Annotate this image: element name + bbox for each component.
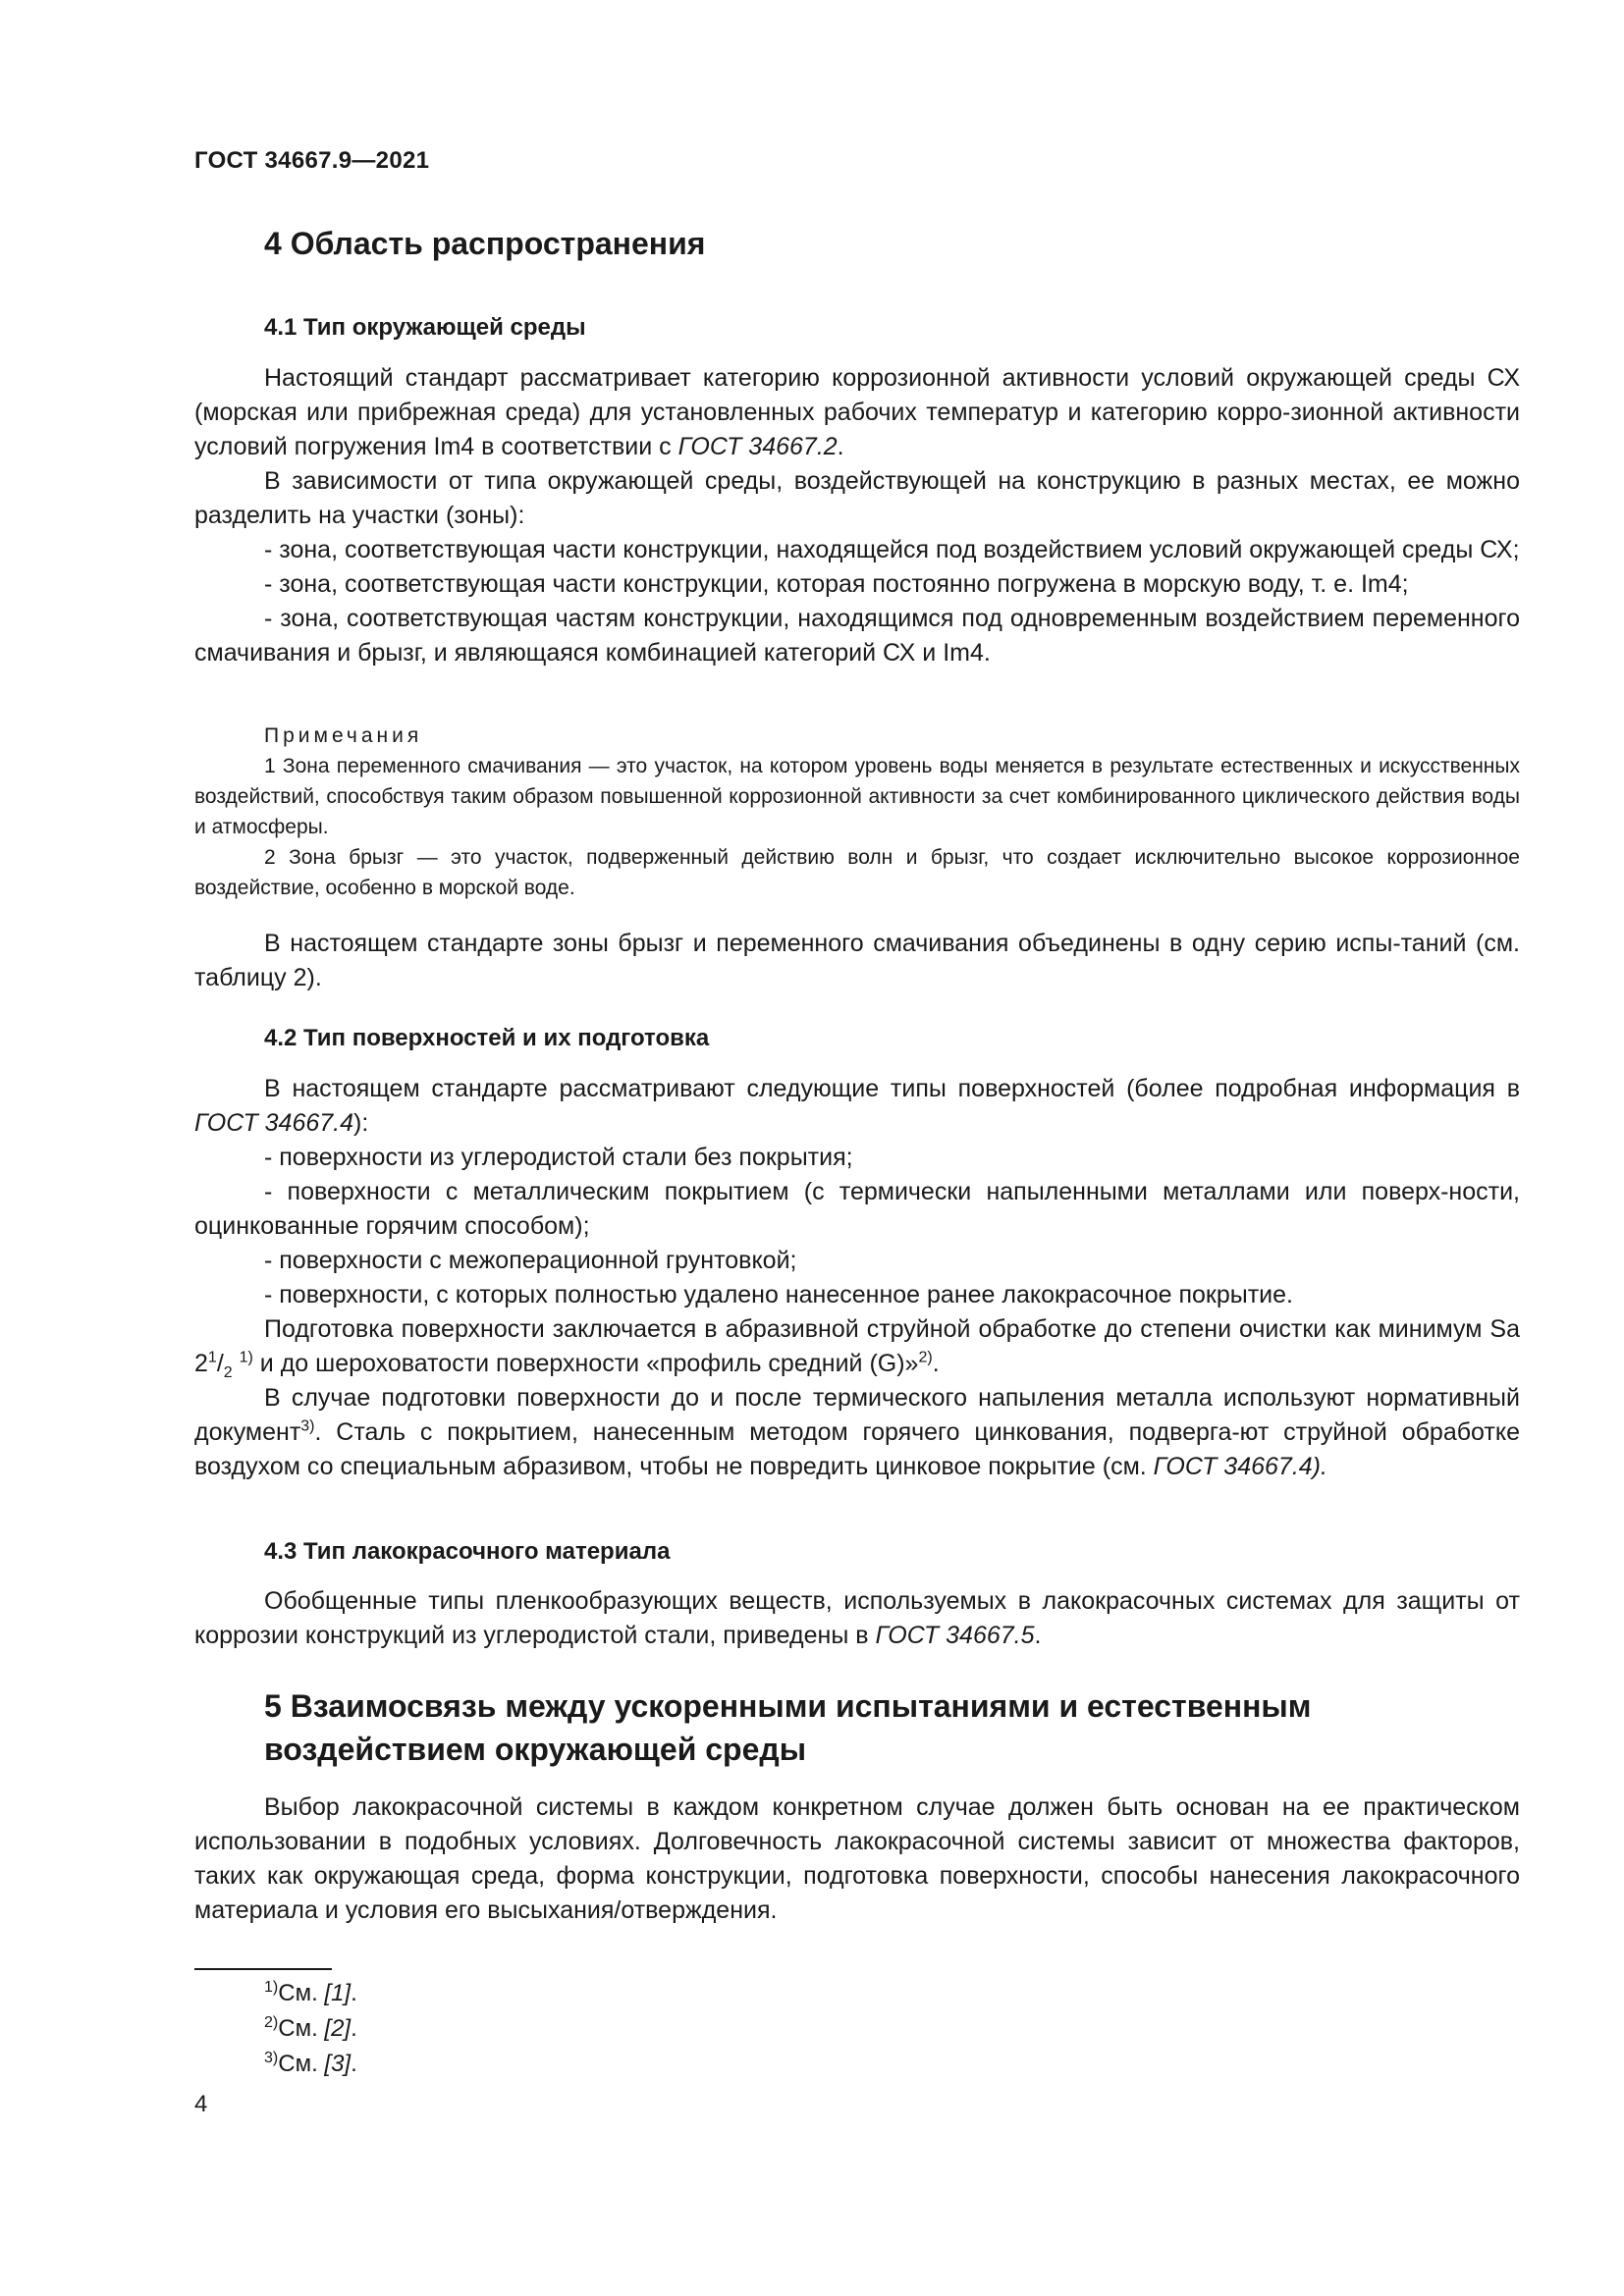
subsection-4-3-title: 4.3 Тип лакокрасочного материала [264, 1538, 671, 1565]
paragraph: Выбор лакокрасочной системы в каждом конкретном случае должен быть основан на ее практическом использовании в подобных условиях. Долговечность лакокрасочной системы зависит от множества факторов, таких как окружающая среда, форма конструкции, подготовка поверхности, способы нанесения лакокрасочного материала и условия его высыхания/отверждения. [194, 1793, 1520, 1924]
subsection-4-1-title: 4.1 Тип окружающей среды [264, 314, 586, 341]
text: . [837, 433, 844, 460]
bibliography-reference: [1] [324, 1980, 352, 2006]
text: . [351, 2051, 357, 2077]
paragraph: В зависимости от типа окружающей среды, воздействующей на конструкцию в разных местах, ее можно разделить на участки (зоны): [194, 467, 1520, 529]
notes-heading: Примечания [264, 724, 423, 747]
section-5-title [264, 1684, 1311, 1771]
paragraph [194, 1381, 1520, 1484]
section-4-1-closing [194, 927, 1520, 995]
footnote-mark: 3) [300, 1417, 315, 1435]
page-number: 4 [194, 2091, 208, 2117]
text: . [351, 2015, 357, 2042]
note-2: 2 Зона брызг — это участок, подверженный действию волн и брызг, что создает исключительно высокое коррозионное воздействие, особенно в морской воде. [194, 846, 1520, 899]
footnote-mark: 1) [239, 1349, 253, 1366]
title-line: воздействием окружающей среды [264, 1732, 807, 1767]
list-item: - поверхности, с которых полностью удалено нанесенное ранее лакокрасочное покрытие. [264, 1281, 1293, 1308]
text: В настоящем стандарте рассматривают следующие типы поверхностей (более подробная информация в [264, 1075, 1520, 1102]
footnote-mark: 2) [264, 2014, 279, 2031]
footnote-mark: 3) [264, 2050, 279, 2066]
list-item: - поверхности из углеродистой стали без покрытия; [264, 1144, 853, 1171]
text: . [351, 1980, 357, 2006]
text: См. [278, 1980, 325, 2006]
standard-reference: ГОСТ 34667.4). [1153, 1453, 1327, 1480]
text: Настоящий стандарт рассматривает категорию коррозионной активности условий окружающей среды СХ (морская или прибрежная среда) для установленных рабочих температур и категорию корро-зионной активности условий погружения Im4 в соответствии с [194, 364, 1520, 460]
text: . [1034, 1622, 1042, 1649]
text: См. [278, 2015, 325, 2042]
list-item: - зона, соответствующая частям конструкции, находящимся под одновременным воздействием переменного смачивания и брызг, и являющаяся комбинацией категорий СХ и Im4. [194, 605, 1520, 667]
standard-reference: ГОСТ 34667.2 [677, 433, 838, 460]
text: Подготовка поверхности заключается в абразивной струйной обработке до степени очистки как минимум Sa 2 [194, 1315, 1520, 1377]
text: и до шероховатости поверхности «профиль средний (G)» [252, 1350, 919, 1377]
text: ): [353, 1109, 369, 1137]
section-4-1-body [194, 361, 1520, 670]
footnote-1 [264, 1979, 357, 2008]
footnote-mark: 1) [264, 1979, 279, 1996]
paragraph [194, 1072, 1520, 1141]
text: В случае подготовки поверхности до и после термического напыления металла используют нормативный документ [194, 1384, 1520, 1446]
section-4-title: 4 Область распространения [264, 226, 706, 261]
footnote-separator [194, 1968, 332, 1970]
paragraph [194, 361, 1520, 464]
bibliography-reference: [2] [324, 2015, 352, 2042]
section-5-body [194, 1790, 1520, 1928]
fraction-numerator: 1 [207, 1349, 217, 1366]
list-item: - поверхности с металлическим покрытием (с термически напыленными металлами или поверх-ности, оцинкованные горячим способом); [194, 1178, 1520, 1240]
note-1: 1 Зона переменного смачивания — это участок, на котором уровень воды меняется в результате естественных и искусственных воздействий, способствуя таким образом повышенной коррозионной активности за счет комбинированного циклического действия воды и атмосферы. [194, 755, 1520, 838]
paragraph [194, 1584, 1520, 1653]
standard-reference: ГОСТ 34667.5 [875, 1622, 1035, 1649]
paragraph: В настоящем стандарте зоны брызг и переменного смачивания объединены в одну серию испы-таний (см. таблицу 2). [194, 930, 1520, 991]
fraction-denominator: 2 [223, 1364, 233, 1381]
section-4-2-body [194, 1072, 1520, 1484]
list-item: - поверхности с межоперационной грунтовкой; [264, 1247, 797, 1274]
bibliography-reference: [3] [324, 2051, 352, 2077]
standard-reference: ГОСТ 34667.4 [194, 1109, 354, 1137]
footnote-mark: 2) [918, 1349, 933, 1366]
list-item: - зона, соответствующая части конструкции, которая постоянно погружена в морскую воду, т. е. Im4; [264, 570, 1409, 598]
paragraph [194, 1312, 1520, 1381]
subsection-4-2-title: 4.2 Тип поверхностей и их подготовка [264, 1025, 710, 1051]
standard-number: ГОСТ 34667.9—2021 [194, 147, 430, 174]
footnote-3 [264, 2050, 357, 2079]
notes-block [194, 721, 1520, 903]
section-4-3-body [194, 1584, 1520, 1653]
text: Обобщенные типы пленкообразующих веществ, используемых в лакокрасочных системах для защиты от коррозии конструкций из углеродистой стали, приведены в [194, 1587, 1520, 1649]
title-line: 5 Взаимосвязь между ускоренными испытаниями и естественным [264, 1688, 1312, 1724]
text: См. [278, 2051, 325, 2077]
text: . [932, 1350, 940, 1377]
fraction-slash: / [216, 1350, 224, 1377]
list-item: - зона, соответствующая части конструкции, находящейся под воздействием условий окружающей среды СХ; [264, 536, 1520, 563]
text: . Сталь с покрытием, нанесенным методом горячего цинкования, подверга-ют струйной обработке воздухом со специальным абразивом, чтобы не повредить цинковое покрытие (см. [194, 1418, 1520, 1480]
footnote-2 [264, 2014, 357, 2044]
